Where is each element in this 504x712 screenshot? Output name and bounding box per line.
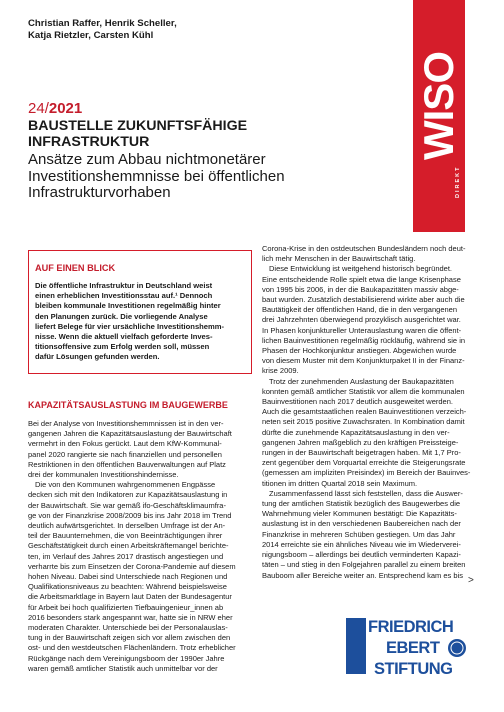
body-line: Auch die gesamtstaatlichen realen Bauinvestitionen verzeich- [262,407,467,417]
summary-line: einen erheblichen Investitionsstau auf.¹ Dennoch [35,291,213,301]
body-line: konnten gemäß amtlicher Statistik vor allem die kommunalen [262,386,465,396]
issue-separator: / [44,100,49,117]
body-line: Qualifikationsniveaus zu beachten: Während beispielsweise [28,582,227,592]
body-line: drei Jahrzehnten überwiegend prozyklisch ausgerichtet war. [262,315,461,325]
body-line: Finanzkrise in mehreren Schüben gestiegen. Um das Jahr [262,529,456,539]
summary-line: nisse. Wenn die aktuell vielfach geforderte Inves- [35,332,213,342]
body-line: tung der amtlichen Statistik bezüglich des Baugewerbes die [262,499,461,509]
subtitle-line-3: Infrastrukturvorhaben [28,184,171,201]
body-line: teil der Bauunternehmen, die von Beeinträchtigungen ihrer [28,531,223,541]
body-line: Corona-Krise in den ostdeutschen Bundesländern noch deut- [262,244,466,253]
summary-text [35,281,247,363]
body-line: Bautätigkeit der öffentlichen Hand, die in den vergangenen [262,305,458,315]
fes-logo-line-1: FRIEDRICH [368,618,454,636]
body-line: Die von den Kommunen wahrgenommenen Engpässe [35,480,216,490]
summary-box [28,250,252,374]
authors-line-2: Katja Rietzler, Carsten Kühl [28,30,154,41]
body-line: Wahrnehmung vieler Kommunen bestätigt: Die Kapazitäts- [262,509,457,519]
body-line: waren gemäß amtlicher Statistik auch unmittelbar vor der [28,663,218,673]
body-line: 2016 besonders stark angespannt war, hatte sie in NRW eher [28,612,233,622]
body-line: Trotz der zunehmenden Auslastung der Baukapazitäten [269,376,454,386]
body-line: tung in der Bauwirtschaft zeigen sich vor allem zwischen den [28,633,231,643]
body-line: für Arbeit bei hoch qualifizierten Tiefbauingenieur_innen ab [28,602,224,612]
authors [28,18,358,42]
body-line: neten seit 2015 positive Zuwachsraten. In Kombination damit [262,417,465,427]
fes-logo [340,612,486,696]
body-line: titionen im dritten Quartal 2018 sein Maximum. [262,478,418,488]
page-title [28,118,408,150]
body-line: nigungsboom – allerdings bei deutlich verminderten Kapazi- [262,550,461,560]
wiso-logo-text: WISO [415,52,462,160]
body-line: moderaten Charakter. Unterschiede bei der Personalauslas- [28,623,228,633]
summary-line: liefert Belege für vier ursächliche Investitionshemm- [35,321,225,331]
body-line: ost- und den westdeutschen Flächenländern. Trotz erheblicher [28,643,236,653]
body-line: decken sich mit den Indikatoren zur Kapazitätsauslastung in [28,490,228,500]
body-line: Eine entscheidende Rolle spielt etwa die lange Krisenphase [262,274,461,284]
body-line: gangenen Jahren maßgeblich zu den kräftigen Preissteige- [262,437,459,447]
body-line: ten, im Verlauf des Jahres 2017 drastisch angestiegen und [28,551,224,561]
body-line: täten – und stieg in den Folgejahren parallel zu einem breiten [262,560,466,570]
next-page-arrow-icon: > [468,575,474,586]
issue-num: 24 [28,100,45,117]
body-line: auslastung ist in den verschiedenen Baubereichen nach der [262,519,461,529]
body-line: In Phasen konjunktureller Unterauslastung waren die öffent- [262,325,462,335]
summary-line: dafür Lösungen gefunden werden. [35,352,160,362]
issue-number [28,100,82,117]
body-line: lich mehr Menschen in der Bauwirtschaft tätig. [262,254,416,264]
body-line: die Arbeitsmarktlage in Bayern laut Daten der Bundesagentur [28,592,232,602]
subtitle-line-2: Investitionshemmnisse bei öffentlichen [28,167,285,185]
summary-heading: AUF EINEN BLICK [35,263,116,273]
body-line: Diese Entwicklung ist weitgehend historisch begründet. [269,264,453,274]
issue-year: 2021 [48,100,83,117]
wiso-direkt-logo [413,0,465,232]
subtitle-line-1: Ansätze zum Abbau nichtmonetärer [28,151,266,168]
body-line: rungen in der Bauwirtschaft beigetragen haben. Mit 1,7 Pro- [262,448,461,458]
body-line: Phasen der Hochkonjunktur anstiegen. Abgewichen wurde [262,346,457,356]
body-line: (gemessen am impliziten Preisindex) im Bereich der Bauinves- [262,468,471,478]
title-line-1: BAUSTELLE ZUKUNFTSFÄHIGE [28,118,248,134]
body-line: gangenen Jahren die Kapazitätsauslastung der Bauwirtschaft [28,429,232,439]
body-line: deutlich aufwärtsgerichtet. In derselben Umfrage ist der An- [28,521,226,531]
body-line: Bauboom aller Bereiche weiter an. Entsprechend kam es bis [262,570,463,580]
fes-logo-bar [346,618,366,674]
body-line: hohen Niveau. Dabei sind Unterschiede nach Regionen und [28,572,228,582]
direkt-logo-text: DIREKT [455,165,461,198]
body-line: panel 2020 rangierte sie nach finanziellen und personellen [28,449,222,459]
summary-line: den Planungen zurück. Die vorliegende Analyse [35,311,208,321]
body-line: Rückgänge nach dem Vereinigungsboom der 1990er Jahre [28,653,225,663]
body-line: vermehrt in den Fokus gerückt. Laut dem KfW-Kommunal- [28,439,222,449]
body-line: zent gegenüber dem Vorquartal erreichte die Steigerungsrate [262,458,466,468]
body-line: Zusammenfassend lässt sich feststellen, dass die Auswer- [269,488,463,498]
fes-logo-line-3: STIFTUNG [374,660,453,678]
body-line: verharrte bis zum Einsetzen der Corona-Pandemie auf diesem [28,561,236,571]
body-line: Bauinvestitionen nach 2017 deutlich ausgeweitet werden. [262,397,453,407]
summary-line: Die öffentliche Infrastruktur in Deutschland weist [35,281,213,290]
body-line: baut wurden. Zusätzlich destabilisierend wirkte aber auch die [262,295,465,305]
body-line: drei der kommunalen Investitionshindernisse. [28,470,179,480]
page-subtitle [28,152,418,202]
body-line: krise 2009. [262,366,299,376]
summary-line: bleiben kommunale Investitionen regelmäßig hinter [35,301,221,311]
body-line: der Bauwirtschaft. Sie war gemäß ifo-Geschäftsklimaumfra- [28,500,226,510]
body-line: Geschäftstätigkeit durch einen Arbeitskräftemangel berichte- [28,541,229,551]
summary-line: titionsoffensive zum Erfolg werden soll, müssen [35,342,210,352]
left-column [28,419,256,674]
body-line: Bei der Analyse von Investitionshemmnissen ist in den ver- [28,419,224,428]
body-line: 2014 erreichte sie ein ähnliches Niveau wie im Wiederverei- [262,539,461,549]
body-line: von diesem Muster mit dem Konjunkturpaket II in der Finanz- [262,356,465,366]
body-line: lichen Bauinvestitionen regelmäßig rückläufig, während sie in [262,335,466,345]
fes-logo-line-2: EBERT [386,639,440,657]
body-line: Restriktionen in den öffentlichen Bauverwaltungen auf Platz [28,459,226,469]
authors-line-1: Christian Raffer, Henrik Scheller, [28,18,177,29]
title-line-2: INFRASTRUKTUR [28,134,150,150]
body-line: von 1995 bis 2006, in der die Baukapazitäten massiv abge- [262,284,459,294]
body-line: ge von der Finanzkrise 2008/2009 bis ins Jahr 2018 im Trend [28,510,232,520]
section-heading: KAPAZITÄTSAUSLASTUNG IM BAUGEWERBE [28,400,228,410]
body-line: dürfte die zunehmende Kapazitätsauslastung in den ver- [262,427,450,437]
right-column [262,244,476,581]
